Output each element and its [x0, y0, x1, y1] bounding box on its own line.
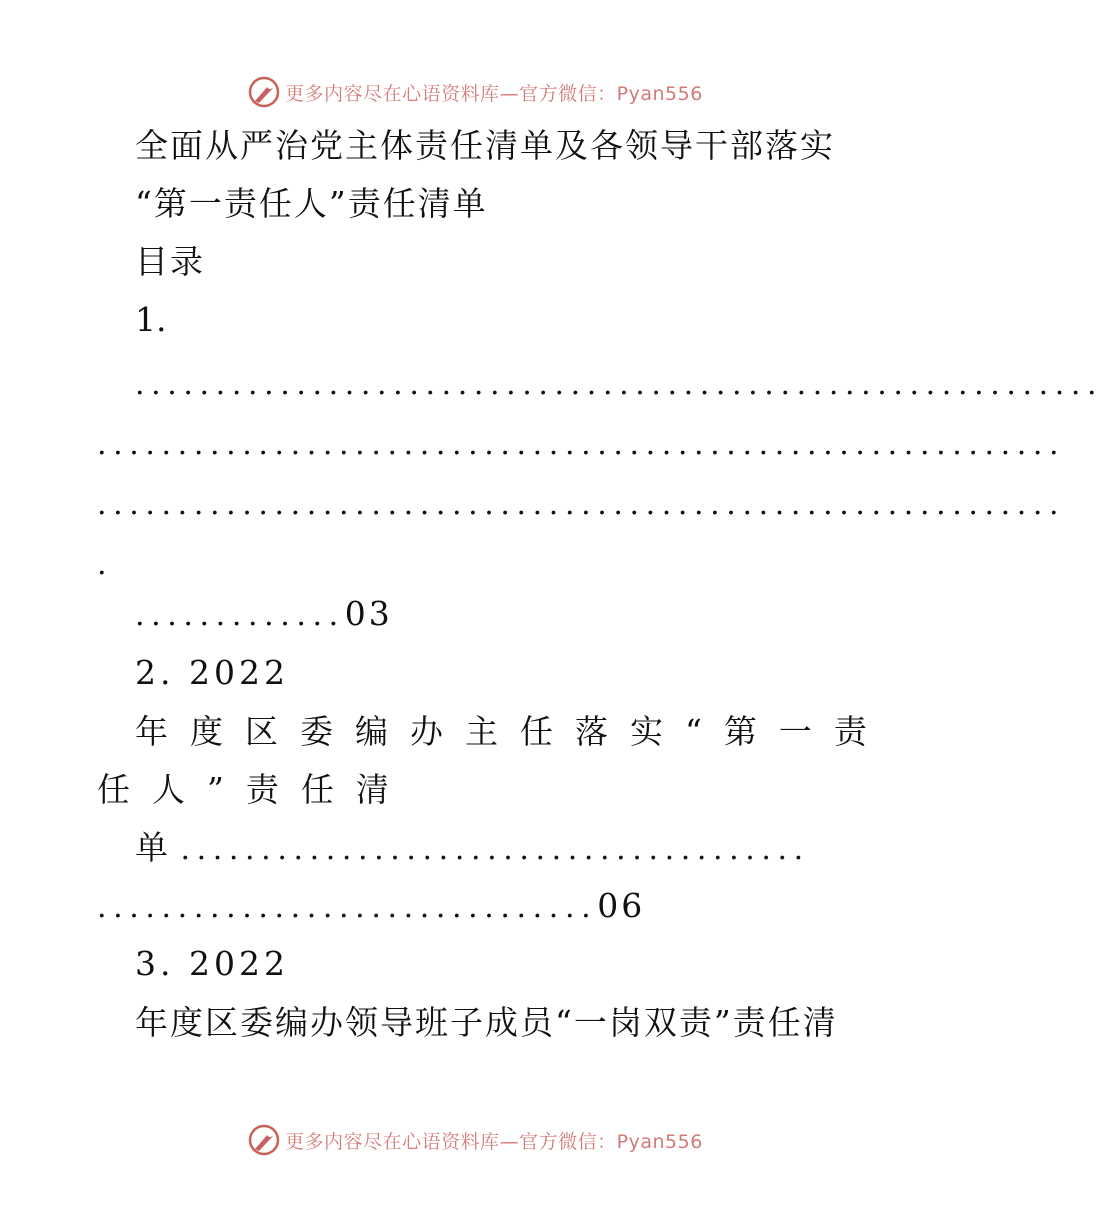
toc-entry-1-leader: ............. [135, 598, 345, 633]
toc-entry-1-leader: ............................................................ [97, 487, 1066, 522]
toc-entry-1-page-line [135, 594, 393, 634]
toc-heading: 目录 [135, 242, 205, 281]
toc-entry-1-leader: ............................................................ [97, 427, 1066, 462]
toc-entry-2-number: 2. 2022 [135, 653, 289, 692]
toc-entry-2-title-line3: 单 ....................................... [135, 828, 810, 867]
toc-entry-2-title-line2: 任人”责任清 [97, 770, 411, 809]
toc-entry-2-title-line1: 年度区委编办主任落实“第一责 [135, 712, 889, 751]
toc-entry-1-leader: . [97, 547, 114, 582]
toc-entry-1-number: 1. [135, 300, 167, 339]
pen-logo-icon [247, 1123, 281, 1157]
pen-logo-icon [247, 75, 281, 109]
doc-title-line1: 全面从严治党主体责任清单及各领导干部落实 [135, 126, 835, 165]
watermark-text: 更多内容尽在心语资料库—官方微信：Pyan556 [285, 1130, 703, 1153]
watermark-top [0, 72, 950, 112]
toc-entry-2-page: 06 [597, 886, 646, 925]
toc-entry-1-leader: ............................................................ [135, 367, 1103, 402]
toc-entry-2-page-line [97, 886, 645, 926]
toc-entry-2-leader: ....................................... [180, 832, 810, 867]
watermark-bottom [0, 1120, 950, 1160]
doc-title-line2: “第一责任人”责任清单 [135, 184, 488, 223]
toc-entry-3-title-line1: 年度区委编办领导班子成员“一岗双责”责任清 [135, 1003, 838, 1042]
toc-entry-1-page: 03 [344, 594, 393, 633]
toc-entry-3-number: 3. 2022 [135, 944, 289, 983]
toc-entry-2-leader: ............................... [97, 890, 598, 925]
watermark-text: 更多内容尽在心语资料库—官方微信：Pyan556 [285, 82, 703, 105]
